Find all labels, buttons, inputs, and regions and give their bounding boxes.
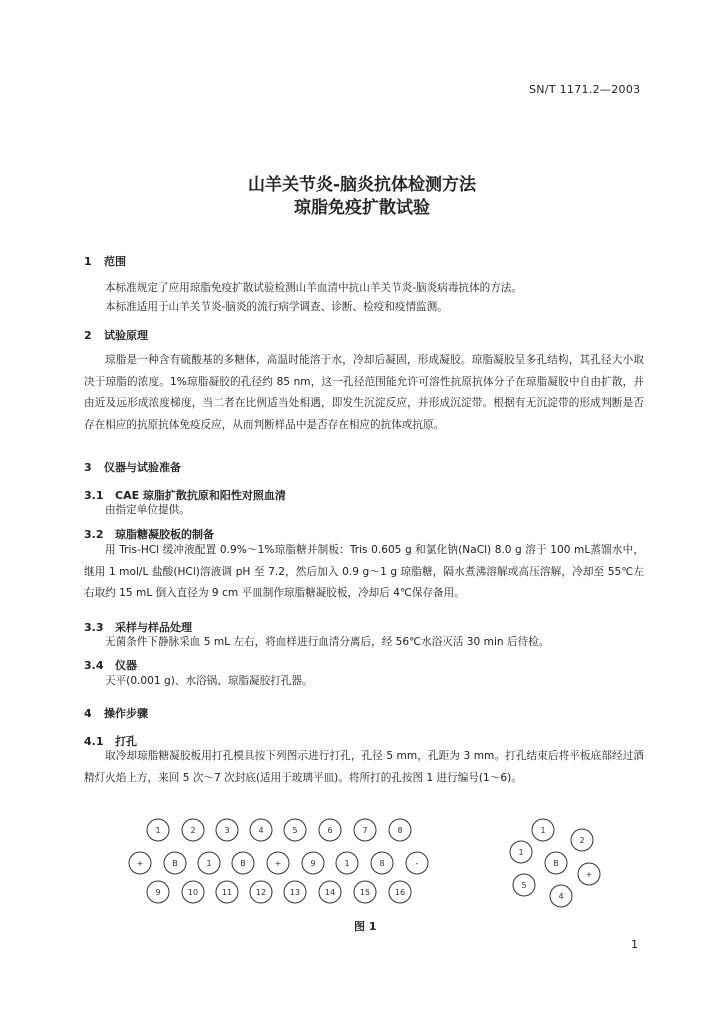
well-label: 2 — [579, 836, 585, 845]
well-row-1 — [147, 819, 411, 841]
well-label: 12 — [255, 888, 267, 897]
well-label: 5 — [292, 826, 298, 835]
well-label: 11 — [221, 888, 233, 897]
well-label: 9 — [310, 859, 316, 868]
standard-number: SN/T 1171.2—2003 — [529, 83, 641, 96]
well-label: B — [172, 859, 178, 868]
subsection-number: 3.1 — [84, 489, 104, 502]
subsection-title: 仪器 — [115, 659, 137, 672]
well-rosette — [510, 819, 600, 907]
paragraph: 天平(0.001 g)、水浴锅、琼脂凝胶打孔器。 — [105, 675, 313, 687]
paragraph: 取冷却琼脂糖凝胶板用打孔模具按下列图示进行打孔，孔径 5 mm，孔距为 3 mm。打孔结束后将平板底部经过酒精灯火焰上方，来回 5 次～7 次封底(适用于玻璃平皿)。将所打的孔按图 1 进行编号(1～6)。 — [84, 750, 644, 784]
paragraph: 由指定单位提供。 — [105, 504, 190, 516]
subsection-title: 打孔 — [115, 735, 137, 748]
paragraph: 无菌条件下静脉采血 5 mL 左右，将血样进行血清分离后，经 56℃水浴灭活 30 min 后待检。 — [105, 636, 550, 648]
well-label: + — [585, 870, 593, 879]
section-heading-2 — [84, 327, 148, 343]
well-label: 6 — [327, 826, 333, 835]
well-label: 1 — [206, 859, 212, 868]
section-title: 试验原理 — [104, 329, 148, 342]
well-label: B — [240, 859, 246, 868]
well-label: 1 — [540, 826, 546, 835]
section-number: 2 — [84, 329, 92, 342]
section-number: 1 — [84, 255, 92, 268]
paragraph: 本标准适用于山羊关节炎-脑炎的流行病学调查、诊断、检疫和疫情监测。 — [105, 301, 448, 313]
section-number: 4 — [84, 707, 92, 720]
well-label: 9 — [155, 888, 161, 897]
paragraph: 琼脂是一种含有硫酸基的多糖体，高温时能溶于水，冷却后凝固，形成凝胶。琼脂凝胶呈多孔结构，其孔径大小取决于琼脂的浓度。1%琼脂凝胶的孔径约 85 nm，这一孔径范围能允许可溶性抗原抗体分子在琼脂凝胶中自由扩散，并由近及远形成浓度梯度，当二者在比例适当处相遇，即发生沉淀反应，并形成沉淀带。根据有无沉淀带的形成判断是否存在相应的抗原抗体免疫反应，从而判断样品中是否存在相应的抗体或抗原。 — [84, 354, 644, 431]
subsection-title: 琼脂糖凝胶板的制备 — [115, 528, 214, 541]
document-title-line2: 琼脂免疫扩散试验 — [294, 198, 430, 218]
well-label: + — [136, 859, 144, 868]
paragraph: 本标准规定了应用琼脂免疫扩散试验检测山羊血清中抗山羊关节炎-脑炎病毒抗体的方法。 — [105, 282, 522, 294]
section-title: 操作步骤 — [104, 707, 148, 720]
subsection-title: 采样与样品处理 — [115, 621, 192, 634]
well-label: 5 — [521, 881, 527, 890]
subsection-number: 3.3 — [84, 621, 104, 634]
well-label: 15 — [359, 888, 371, 897]
section-number: 3 — [84, 461, 92, 474]
section-heading-1 — [84, 253, 126, 269]
section-heading-4 — [84, 705, 148, 721]
subsection-title: CAE 琼脂扩散抗原和阳性对照血清 — [115, 489, 286, 502]
figure-caption: 图 1 — [354, 920, 377, 933]
well-label: 1 — [518, 848, 524, 857]
page-number: 1 — [631, 938, 638, 951]
well-label: 7 — [362, 826, 368, 835]
subsection-number: 4.1 — [84, 735, 104, 748]
well-row-3 — [147, 881, 411, 903]
well-label: 4 — [258, 826, 264, 835]
well-label: B — [553, 859, 559, 868]
paragraph: 用 Tris-HCl 缓冲液配置 0.9%～1%琼脂糖并制板：Tris 0.605 g 和氯化钠(NaCl) 8.0 g 溶于 100 mL蒸馏水中，继用 1 mol/L 盐酸(HCl)溶液调 pH 至 7.2，然后加入 0.9 g～1 g 琼脂糖，隔水煮沸溶解或高压溶解，冷却至 55℃左右取约 15 mL 倒入直径为 9 cm 平皿制作琼脂糖凝胶板，冷却后 4℃保存备用。 — [84, 544, 644, 599]
well-label: 10 — [187, 888, 199, 897]
section-title: 仪器与试验准备 — [104, 461, 181, 474]
section-title: 范围 — [104, 255, 126, 268]
well-label: 1 — [344, 859, 350, 868]
well-label: 8 — [397, 826, 403, 835]
well-label: - — [415, 859, 419, 868]
well-label: 16 — [394, 888, 406, 897]
well-row-2 — [129, 852, 428, 874]
well-label: 13 — [289, 888, 301, 897]
well-label: 1 — [155, 826, 161, 835]
well-label: 4 — [558, 892, 564, 901]
well-label: 14 — [324, 888, 336, 897]
document-title-line1: 山羊关节炎-脑炎抗体检测方法 — [247, 175, 477, 195]
well-label: 2 — [190, 826, 196, 835]
section-heading-3 — [84, 459, 181, 475]
well-label: + — [274, 859, 282, 868]
subsection-number: 3.2 — [84, 528, 104, 541]
subsection-number: 3.4 — [84, 659, 104, 672]
well-label: 8 — [379, 859, 385, 868]
figure-1-well-pattern — [0, 815, 724, 915]
well-label: 3 — [224, 826, 230, 835]
